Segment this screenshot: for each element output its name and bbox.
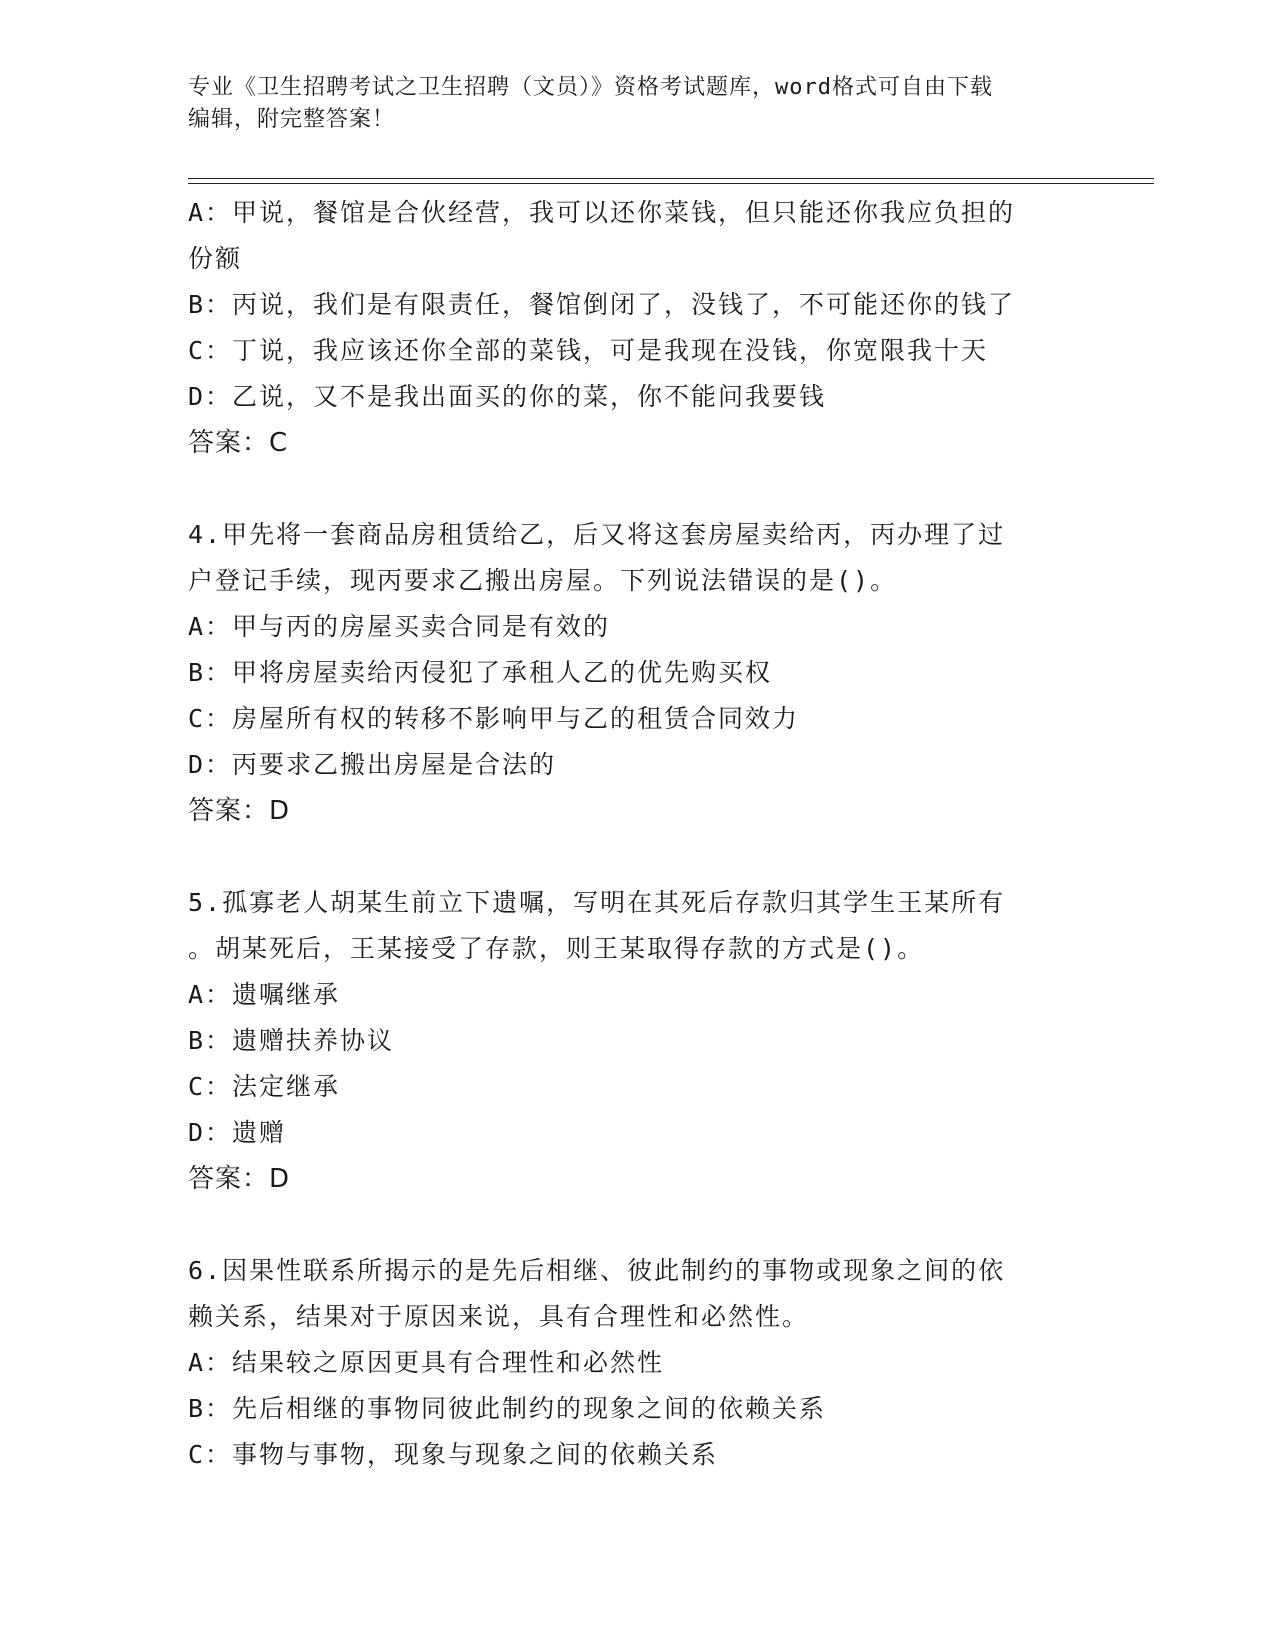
question-list [188, 190, 1088, 1478]
question-6 [188, 1248, 1088, 1478]
option-d: D：遗赠 [188, 1118, 287, 1147]
question-stem-line-2: 赖关系，结果对于原因来说，具有合理性和必然性。 [188, 1302, 810, 1331]
option-b: B：遗赠扶养协议 [188, 1026, 395, 1055]
option-d: D：乙说，又不是我出面买的你的菜，你不能问我要钱 [188, 382, 827, 411]
question-4 [188, 512, 1088, 834]
option-a-line-1: A：甲说，餐馆是合伙经营，我可以还你菜钱，但只能还你我应负担的 [188, 198, 1016, 227]
header-line-1: 专业《卫生招聘考试之卫生招聘（文员）》资格考试题库，word格式可自由下载 [188, 75, 993, 100]
answer: 答案：C [188, 428, 289, 458]
question-stem-line-2: 户登记手续，现丙要求乙搬出房屋。下列说法错误的是()。 [188, 566, 898, 595]
option-c: C：事物与事物，现象与现象之间的依赖关系 [188, 1440, 719, 1469]
option-a: A：甲与丙的房屋买卖合同是有效的 [188, 612, 611, 641]
spacer [188, 466, 1088, 512]
header-rule-bottom [188, 183, 1154, 184]
option-c: C：法定继承 [188, 1072, 341, 1101]
question-stem-line-2: 。胡某死后，王某接受了存款，则王某取得存款的方式是()。 [188, 934, 925, 963]
option-a: A：遗嘱继承 [188, 980, 341, 1009]
spacer [188, 834, 1088, 880]
option-b: B：甲将房屋卖给丙侵犯了承租人乙的优先购买权 [188, 658, 773, 687]
answer: 答案：D [188, 796, 291, 826]
document-header [188, 72, 1088, 136]
option-c: C：丁说，我应该还你全部的菜钱，可是我现在没钱，你宽限我十天 [188, 336, 989, 365]
question-5 [188, 880, 1088, 1202]
option-b: B：丙说，我们是有限责任，餐馆倒闭了，没钱了，不可能还你的钱了 [188, 290, 1016, 319]
answer: 答案：D [188, 1164, 291, 1194]
question-3 [188, 190, 1088, 466]
option-a: A：结果较之原因更具有合理性和必然性 [188, 1348, 665, 1377]
question-stem-line-1: 6.因果性联系所揭示的是先后相继、彼此制约的事物或现象之间的依 [188, 1256, 1006, 1285]
option-d: D：丙要求乙搬出房屋是合法的 [188, 750, 557, 779]
header-line-2: 编辑，附完整答案！ [188, 107, 396, 132]
option-a-line-2: 份额 [188, 244, 243, 273]
question-stem-line-1: 4.甲先将一套商品房租赁给乙，后又将这套房屋卖给丙，丙办理了过 [188, 520, 1006, 549]
option-b: B：先后相继的事物同彼此制约的现象之间的依赖关系 [188, 1394, 827, 1423]
spacer [188, 1202, 1088, 1248]
header-rule-top [188, 178, 1154, 179]
question-stem-line-1: 5.孤寡老人胡某生前立下遗嘱，写明在其死后存款归其学生王某所有 [188, 888, 1006, 917]
option-c: C：房屋所有权的转移不影响甲与乙的租赁合同效力 [188, 704, 800, 733]
